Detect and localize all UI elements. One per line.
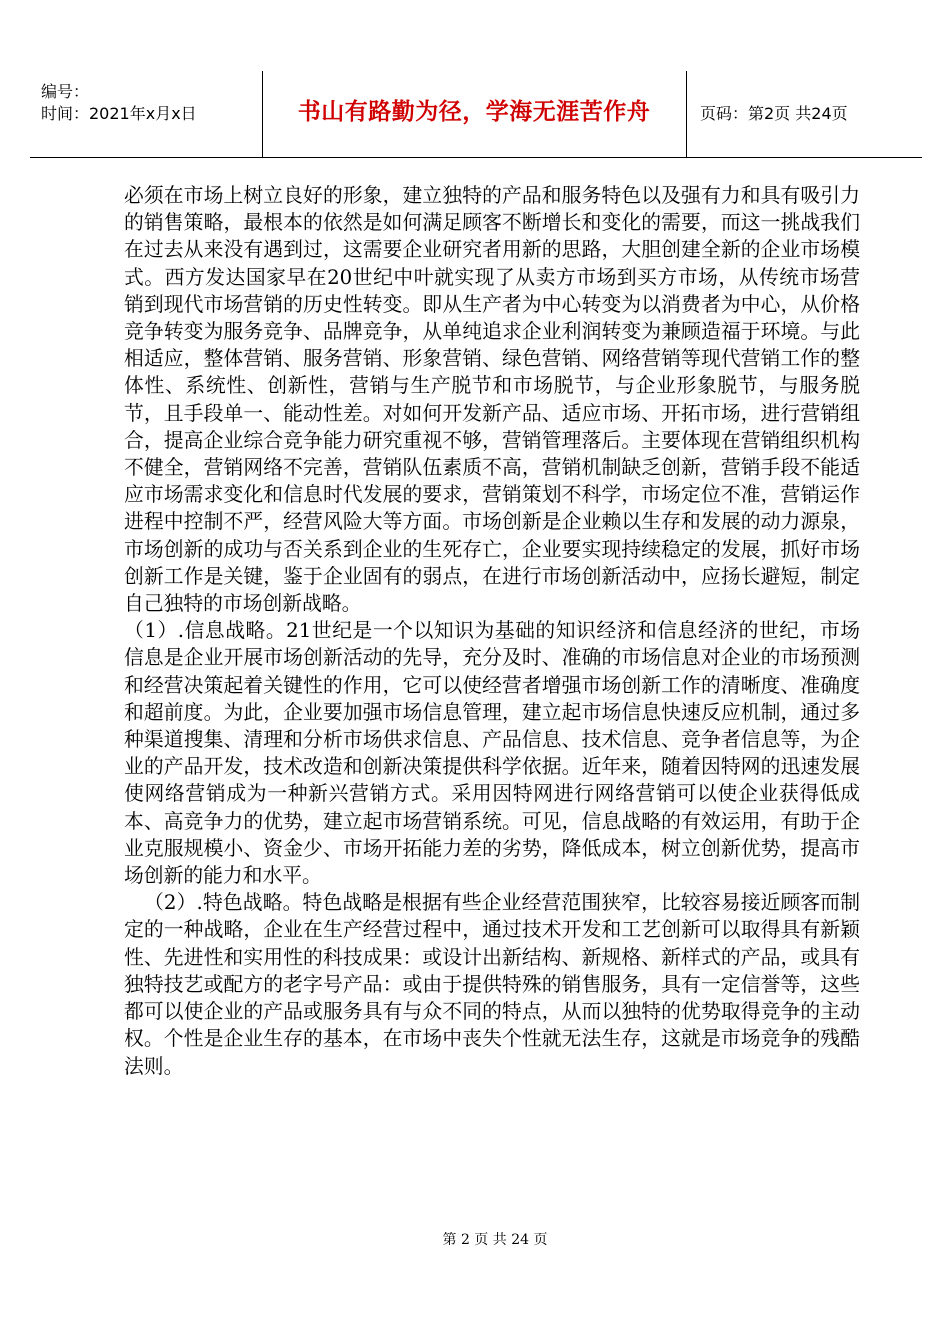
- document-body: [124, 182, 860, 1080]
- page-header: [30, 71, 922, 158]
- body-paragraph-2: （1）.信息战略。21世纪是一个以知识为基础的知识经济和信息经济的世纪，市场信息是企业开展市场创新活动的先导，充分及时、准确的市场信息对企业的市场预测和经营决策起着关键性的作用，它可以使经营者增强市场创新工作的清晰度、准确度和超前度。为此，企业要加强市场信息管理，建立起市场信息快速反应机制，通过多种渠道搜集、清理和分析市场供求信息、产品信息、技术信息、竞争者信息等，为企业的产品开发，技术改造和创新决策提供科学依据。近年来，随着因特网的迅速发展使网络营销成为一种新兴营销方式。采用因特网进行网络营销可以使企业获得低成本、高竞争力的优势，建立起市场营销系统。可见，信息战略的有效运用，有助于企业克服规模小、资金少、市场开拓能力差的劣势，降低成本，树立创新优势，提高市场创新的能力和水平。: [124, 619, 860, 888]
- header-divider-right: [686, 71, 687, 157]
- body-paragraph-3: （2）.特色战略。特色战略是根据有些企业经营范围狭窄，比较容易接近顾客而制定的一种战略，企业在生产经营过程中，通过技术开发和工艺创新可以取得具有新颖性、先进性和实用性的科技成果：或设计出新结构、新规格、新样式的产品，或具有独特技艺或配方的老字号产品：或由于提供特殊的销售服务，具有一定信誉等，这些都可以使企业的产品或服务具有与众不同的特点，从而以独特的优势取得竞争的主动权。个性是企业生存的基本，在市场中丧失个性就无法生存，这就是市场竞争的残酷法则。: [124, 891, 860, 1078]
- header-motto: 书山有路勤为径，学海无涯苦作舟: [297, 99, 651, 125]
- body-paragraph-1: 必须在市场上树立良好的形象，建立独特的产品和服务特色以及强有力和具有吸引力的销售策略，最根本的依然是如何满足顾客不断增长和变化的需要，而这一挑战我们在过去从来没有遇到过，这需要企业研究者用新的思路，大胆创建全新的企业市场模式。西方发达国家早在20世纪中叶就实现了从卖方市场到买方市场，从传统市场营销到现代市场营销的历史性转变。即从生产者为中心转变为以消费者为中心，从价格竞争转变为服务竞争、品牌竞争，从单纯追求企业利润转变为兼顾造福于环境。与此相适应，整体营销、服务营销、形象营销、绿色营销、网络营销等现代营销工作的整体性、系统性、创新性，营销与生产脱节和市场脱节，与企业形象脱节，与服务脱节，且手段单一、能动性差。对如何开发新产品、适应市场、开拓市场，进行营销组合，提高企业综合竞争能力研究重视不够，营销管理落后。主要体现在营销组织机构不健全，营销网络不完善，营销队伍素质不高，营销机制缺乏创新，营销手段不能适应市场需求变化和信息时代发展的要求，营销策划不科学，市场定位不准，营销运作进程中控制不严，经营风险大等方面。市场创新是企业赖以生存和发展的动力源泉，市场创新的成功与否关系到企业的生死存亡，企业要实现持续稳定的发展，抓好市场创新工作是关键，鉴于企业固有的弱点，在进行市场创新活动中，应扬长避短，制定自己独特的市场创新战略。: [124, 184, 860, 616]
- document-time-label: 时间：2021年x月x日: [41, 104, 197, 123]
- header-page-number: 页码：第2页 共24页: [700, 104, 848, 123]
- header-meta: [41, 81, 197, 125]
- page-footer: 第 2 页 共 24 页: [442, 1232, 548, 1248]
- document-number-label: 编号：: [41, 82, 90, 101]
